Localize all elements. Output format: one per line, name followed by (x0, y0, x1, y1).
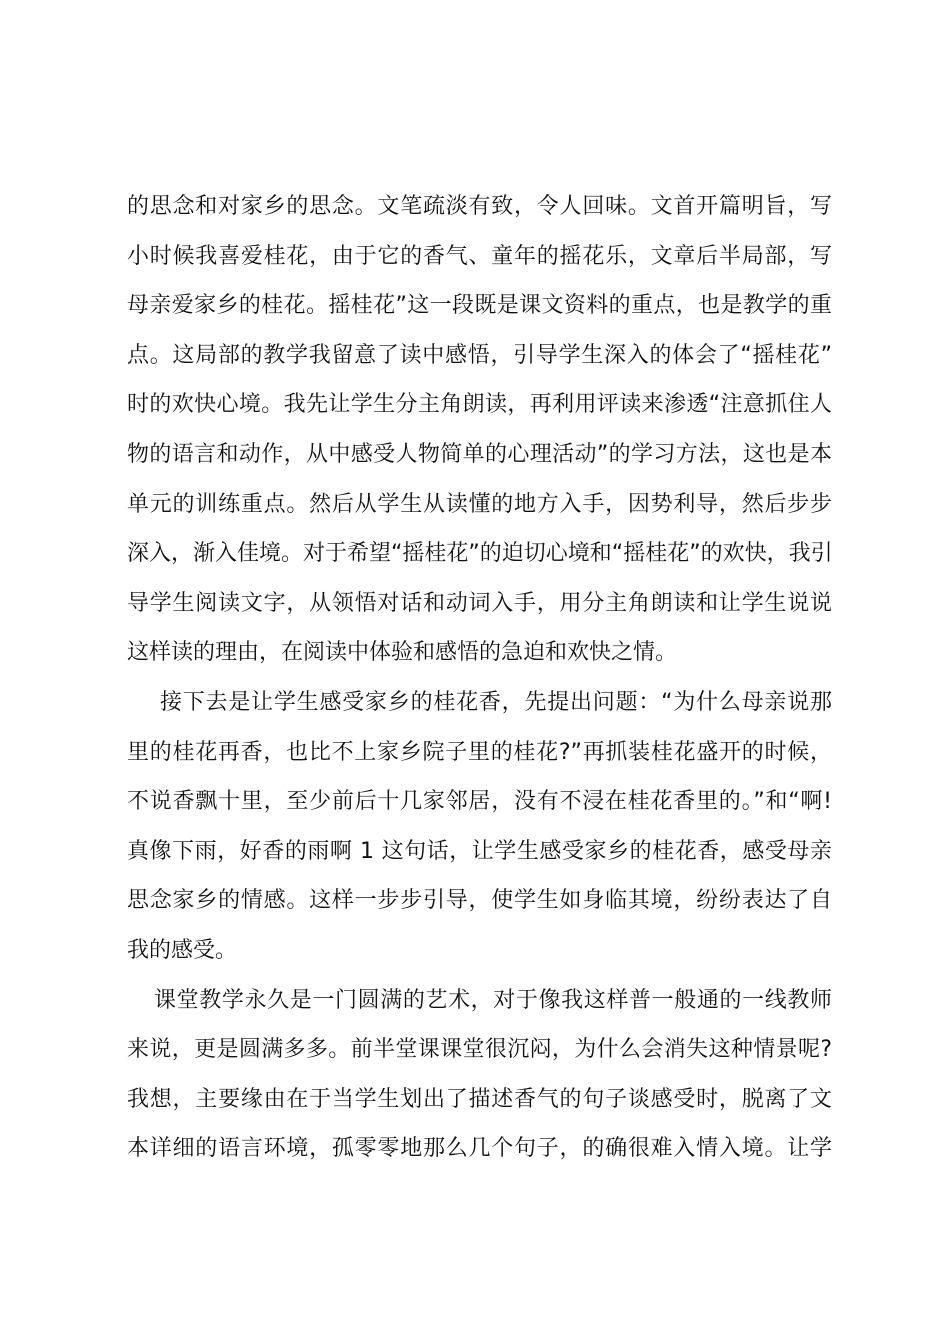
text-line: 的思念和对家乡的思念。文笔疏淡有致，令人回味。文首开篇明旨，写 (127, 194, 832, 219)
text-line: 物的语言和动作，从中感受人物简单的心理活动”的学习方法，这也是本 (127, 441, 832, 467)
text-line: 我想，主要缘由在于当学生划出了描述香气的句子谈感受时，脱离了文 (127, 1086, 832, 1112)
text-line: 母亲爱家乡的桂花。摇桂花”这一段既是课文资料的重点，也是教学的重 (127, 293, 832, 319)
text-line: 我的感受。 (127, 937, 238, 963)
text-line: 时的欢快心境。我先让学生分主角朗读，再利用评读来渗透“注意抓住人 (127, 392, 832, 418)
text-line: 深入，渐入佳境。对于希望“摇桂花”的迫切心境和“摇桂花”的欢快，我引 (127, 541, 833, 567)
body-text (127, 182, 832, 1174)
text-line: 导学生阅读文字，从领悟对话和动词入手，用分主角朗读和让学生说说 (127, 590, 832, 616)
text-line: 单元的训练重点。然后从学生从读懂的地方入手，因势利导，然后步步 (127, 491, 832, 517)
text-line: 真像下雨，好香的雨啊 1 这句话，让学生感受家乡的桂花香，感受母亲 (127, 838, 832, 864)
text-line: 不说香飘十里，至少前后十几家邻居，没有不浸在桂花香里的。”和“啊! (127, 789, 832, 815)
text-line: 里的桂花再香，也比不上家乡院子里的桂花?”再抓装桂花盛开的时候， (127, 739, 832, 765)
text-line: 点。这局部的教学我留意了读中感悟，引导学生深入的体会了“摇桂花” (127, 342, 832, 368)
text-line: 本详细的语言环境，孤零零地那么几个句子，的确很难入情入境。让学 (127, 1136, 832, 1162)
text-line: 小时候我喜爱桂花，由于它的香气、童年的摇花乐，文章后半局部，写 (127, 243, 832, 269)
text-line: 接下去是让学生感受家乡的桂花香，先提出问题：“为什么母亲说那 (160, 689, 832, 715)
text-line: 这样读的理由，在阅读中体验和感悟的急迫和欢快之情。 (127, 640, 678, 666)
text-line: 思念家乡的情感。这样一步步引导，使学生如身临其境，纷纷表达了自 (127, 888, 832, 914)
text-line: 课堂教学永久是一门圆满的艺术，对于像我这样普一般通的一线教师 (154, 987, 832, 1013)
text-line: 来说，更是圆满多多。前半堂课课堂很沉闷，为什么会消失这种情景呢? (127, 1037, 832, 1063)
